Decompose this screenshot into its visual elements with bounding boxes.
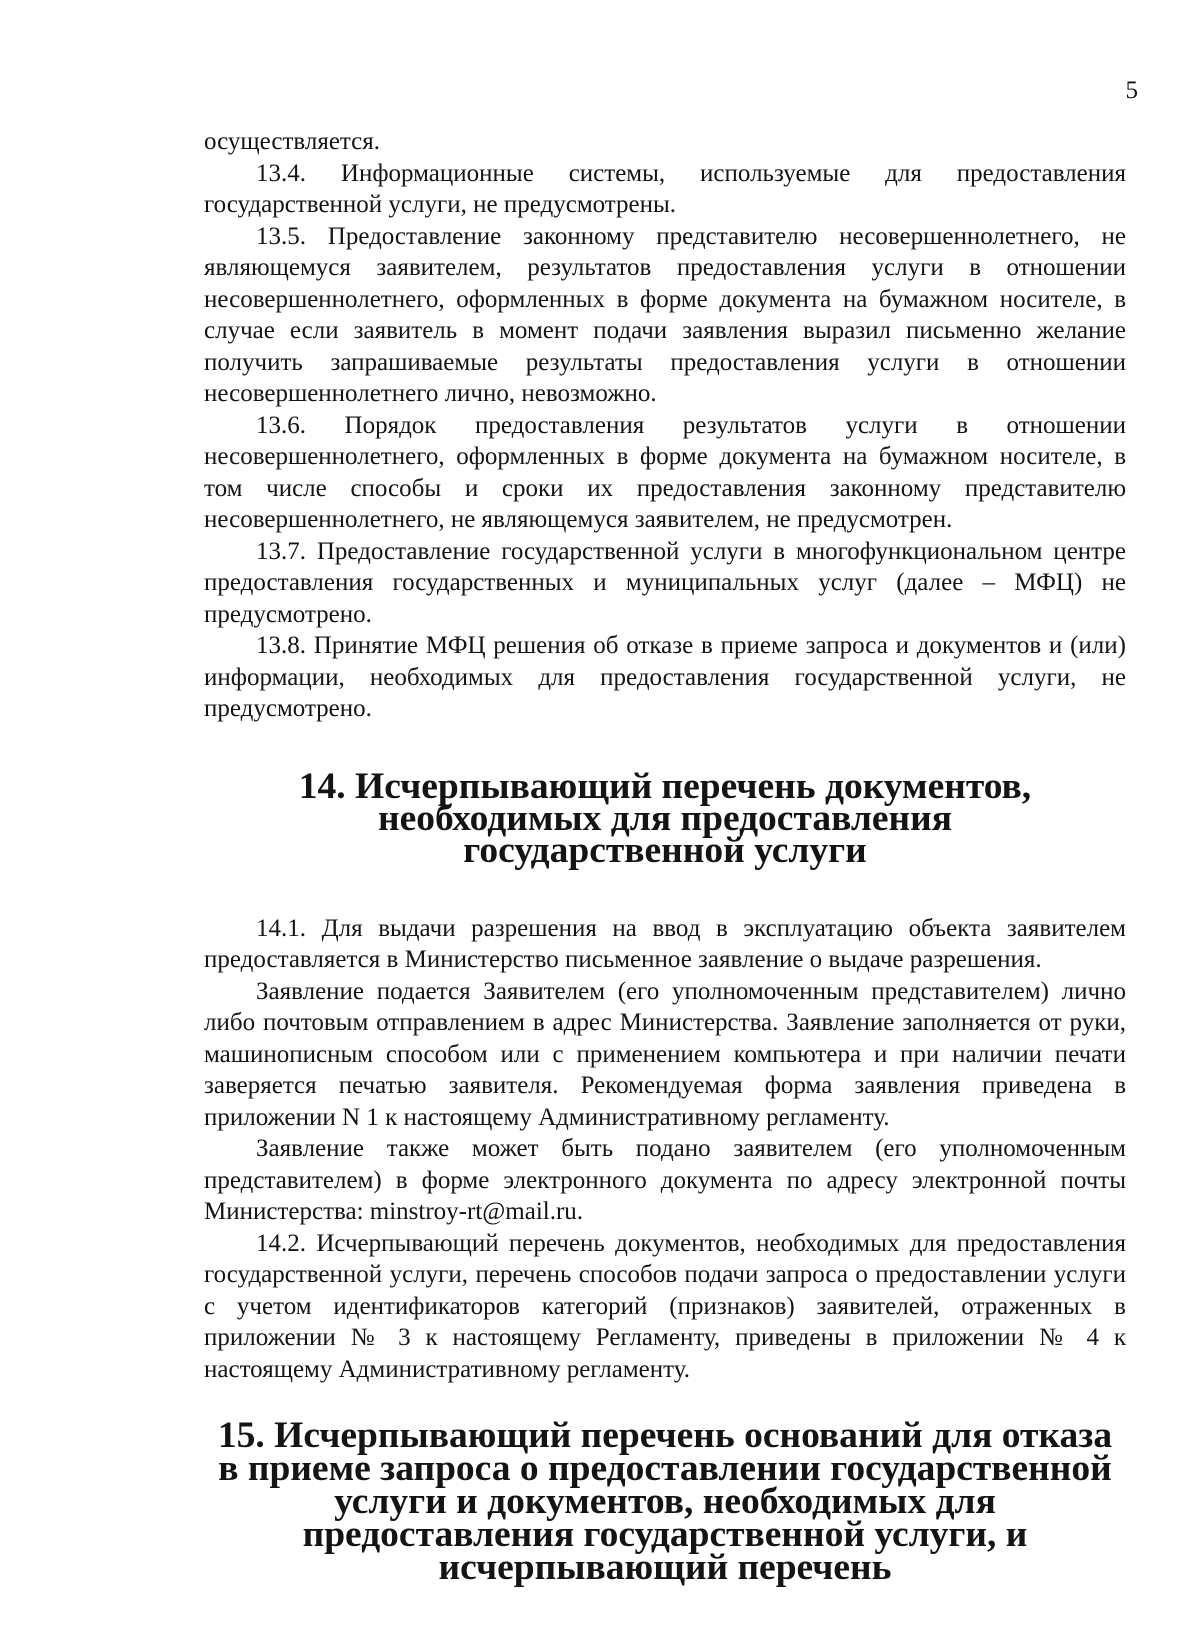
paragraph-13-7: 13.7. Предоставление государственной услуги в многофункциональном центре предоставления государственных и муниципальных услуг (далее – МФЦ) не предусмотрено. [204,537,1126,628]
section-14-heading: 14. Исчерпывающий перечень документов, необходимых для предоставления государственной услуги [298,765,1032,871]
paragraph-14-1-electronic: Заявление также может быть подано заявителем (его уполномоченным представителем) в форме электронного документа по адресу электронной почты Министерства: minstroy-rt@mail.ru. [204,1135,1126,1225]
page-number: 5 [1125,77,1138,104]
document-body [204,126,1126,1588]
paragraph-14-2: 14.2. Исчерпывающий перечень документов, необходимых для предоставления государственной услуги, перечень способов подачи запроса о предоставлении услуги с учетом идентификаторов категорий (признаков) заявителей, отраженных в приложении № 3 к настоящему Регламенту, приведены в приложении № 4 к настоящему Административному регламенту. [204,1229,1126,1383]
section-15-heading: 15. Исчерпывающий перечень оснований для отказа в приеме запроса о предоставлении государственной услуги и документов, необходимых для предоставления государственной услуги, и исчерпывающий перечень [217,1415,1113,1588]
paragraph-13-8: 13.8. Принятие МФЦ решения об отказе в приеме запроса и документов и (или) информации, необходимых для предоставления государственной услуги, не предусмотрено. [204,632,1126,722]
paragraph-13-4: 13.4. Информационные системы, используемые для предоставления государственной услуги, не предусмотрены. [204,159,1126,218]
paragraph-continuation: осуществляется. [204,128,381,155]
paragraph-13-5: 13.5. Предоставление законному представителю несовершеннолетнего, не являющемуся заявителем, результатов предоставления услуги в отношении несовершеннолетнего, оформленных в форме документа на бумажном носителе, в случае если заявитель в момент подачи заявления выразил письменно желание получить запрашиваемые результаты предоставления услуги в отношении несовершеннолетнего лично, невозможно. [204,222,1126,407]
paragraph-13-6: 13.6. Порядок предоставления результатов услуги в отношении несовершеннолетнего, оформленных в форме документа на бумажном носителе, в том числе способы и сроки их предоставления законному представителю несовершеннолетнего, не являющемуся заявителем, не предусмотрен. [204,411,1126,533]
paragraph-14-1: 14.1. Для выдачи разрешения на ввод в эксплуатацию объекта заявителем предоставляется в Министерство письменное заявление о выдаче разрешения. [204,914,1126,973]
paragraph-14-1-application: Заявление подается Заявителем (его уполномоченным представителем) лично либо почтовым отправлением в адрес Министерства. Заявление заполняется от руки, машинописным способом или с применением компьютера и при наличии печати заверяется печатью заявителя. Рекомендуемая форма заявления приведена в приложении N 1 к настоящему Административному регламенту. [204,977,1126,1131]
